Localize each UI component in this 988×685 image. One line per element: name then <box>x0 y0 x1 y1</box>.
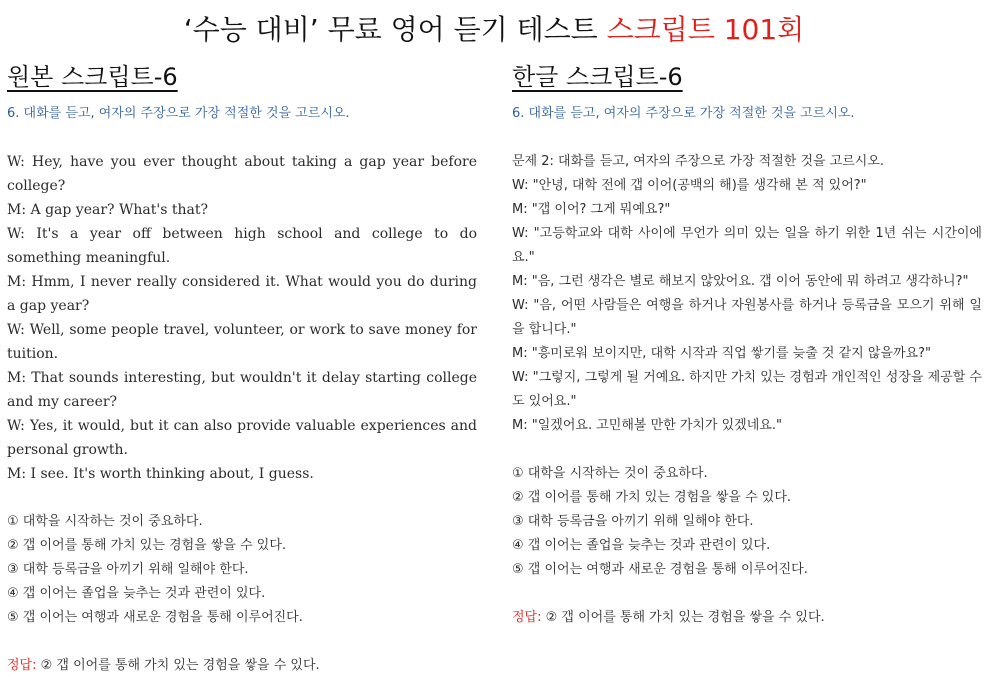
dialogue-line: W: It's a year off between high school and college to do something meaningful. <box>7 226 477 266</box>
dialogue-line: W: "음, 어떤 사람들은 여행을 하거나 자원봉사를 하거나 등록금을 모으기 위해 일을 합니다." <box>512 298 982 337</box>
choice-item: ① 대학을 시작하는 것이 중요하다. <box>512 466 708 481</box>
answer-label: 정답: <box>7 658 37 673</box>
page-title-main: ‘수능 대비’ 무료 영어 듣기 테스트 <box>183 13 598 46</box>
original-script-column <box>7 60 477 678</box>
choice-item: ① 대학을 시작하는 것이 중요하다. <box>7 514 203 529</box>
choice-item: ④ 갭 이어는 졸업을 늦추는 것과 관련이 있다. <box>7 586 266 601</box>
dialogue-line: W: "안녕, 대학 전에 갭 이어(공백의 해)를 생각해 본 적 있어?" <box>512 178 867 193</box>
dialogue-line: 문제 2: 대화를 듣고, 여자의 주장으로 가장 적절한 것을 고르시오. <box>512 154 885 169</box>
korean-script-column <box>512 60 982 630</box>
korean-question: 6. 대화를 듣고, 여자의 주장으로 가장 적절한 것을 고르시오. <box>512 106 855 121</box>
page-title-accent: 스크립트 101회 <box>606 13 805 46</box>
choice-item: ⑤ 갭 이어는 여행과 새로운 경험을 통해 이루어진다. <box>512 562 808 577</box>
original-choices <box>7 510 477 630</box>
dialogue-line: M: A gap year? What's that? <box>7 202 208 218</box>
original-question: 6. 대화를 듣고, 여자의 주장으로 가장 적절한 것을 고르시오. <box>7 106 350 121</box>
original-dialogue <box>7 150 477 486</box>
choice-item: ③ 대학 등록금을 아끼기 위해 일해야 한다. <box>512 514 754 529</box>
dialogue-line: M: "흥미로워 보이지만, 대학 시작과 직업 쌓기를 늦출 것 같지 않을까요?" <box>512 346 931 361</box>
dialogue-line: W: Well, some people travel, volunteer, or work to save money for tuition. <box>7 322 477 362</box>
answer-text: ② 갭 이어를 통해 가치 있는 경험을 쌓을 수 있다. <box>541 610 825 625</box>
dialogue-line: W: "고등학교와 대학 사이에 무언가 의미 있는 일을 하기 위한 1년 쉬는 시간이에요." <box>512 226 982 265</box>
choice-item: ② 갭 이어를 통해 가치 있는 경험을 쌓을 수 있다. <box>512 490 792 505</box>
dialogue-line: M: "음, 그런 생각은 별로 해보지 않았어요. 갭 이어 동안에 뭐 하려고 생각하니?" <box>512 274 969 289</box>
original-script-heading: 원본 스크립트-6 <box>7 63 178 91</box>
dialogue-line: M: "일겠어요. 고민해볼 만한 가치가 있겠네요." <box>512 418 782 433</box>
dialogue-line: M: Hmm, I never really considered it. What would you do during a gap year? <box>7 274 477 314</box>
dialogue-line: W: "그렇지, 그렇게 될 거예요. 하지만 가치 있는 경험과 개인적인 성장을 제공할 수도 있어요." <box>512 370 982 409</box>
dialogue-line: W: Yes, it would, but it can also provide valuable experiences and personal growth. <box>7 418 477 458</box>
answer-label: 정답: <box>512 610 542 625</box>
korean-script-heading: 한글 스크립트-6 <box>512 63 683 91</box>
choice-item: ② 갭 이어를 통해 가치 있는 경험을 쌓을 수 있다. <box>7 538 287 553</box>
dialogue-line: M: "갭 이어? 그게 뭐예요?" <box>512 202 671 217</box>
choice-item: ⑤ 갭 이어는 여행과 새로운 경험을 통해 이루어진다. <box>7 610 303 625</box>
dialogue-line: M: I see. It's worth thinking about, I guess. <box>7 466 314 482</box>
page-title <box>0 10 988 50</box>
korean-answer <box>512 606 982 630</box>
choice-item: ④ 갭 이어는 졸업을 늦추는 것과 관련이 있다. <box>512 538 771 553</box>
choice-item: ③ 대학 등록금을 아끼기 위해 일해야 한다. <box>7 562 249 577</box>
answer-text: ② 갭 이어를 통해 가치 있는 경험을 쌓을 수 있다. <box>36 658 320 673</box>
original-answer <box>7 654 477 678</box>
dialogue-line: M: That sounds interesting, but wouldn't it delay starting college and my career? <box>7 370 477 410</box>
korean-dialogue <box>512 150 982 438</box>
korean-choices <box>512 462 982 582</box>
dialogue-line: W: Hey, have you ever thought about taking a gap year before college? <box>7 154 477 194</box>
